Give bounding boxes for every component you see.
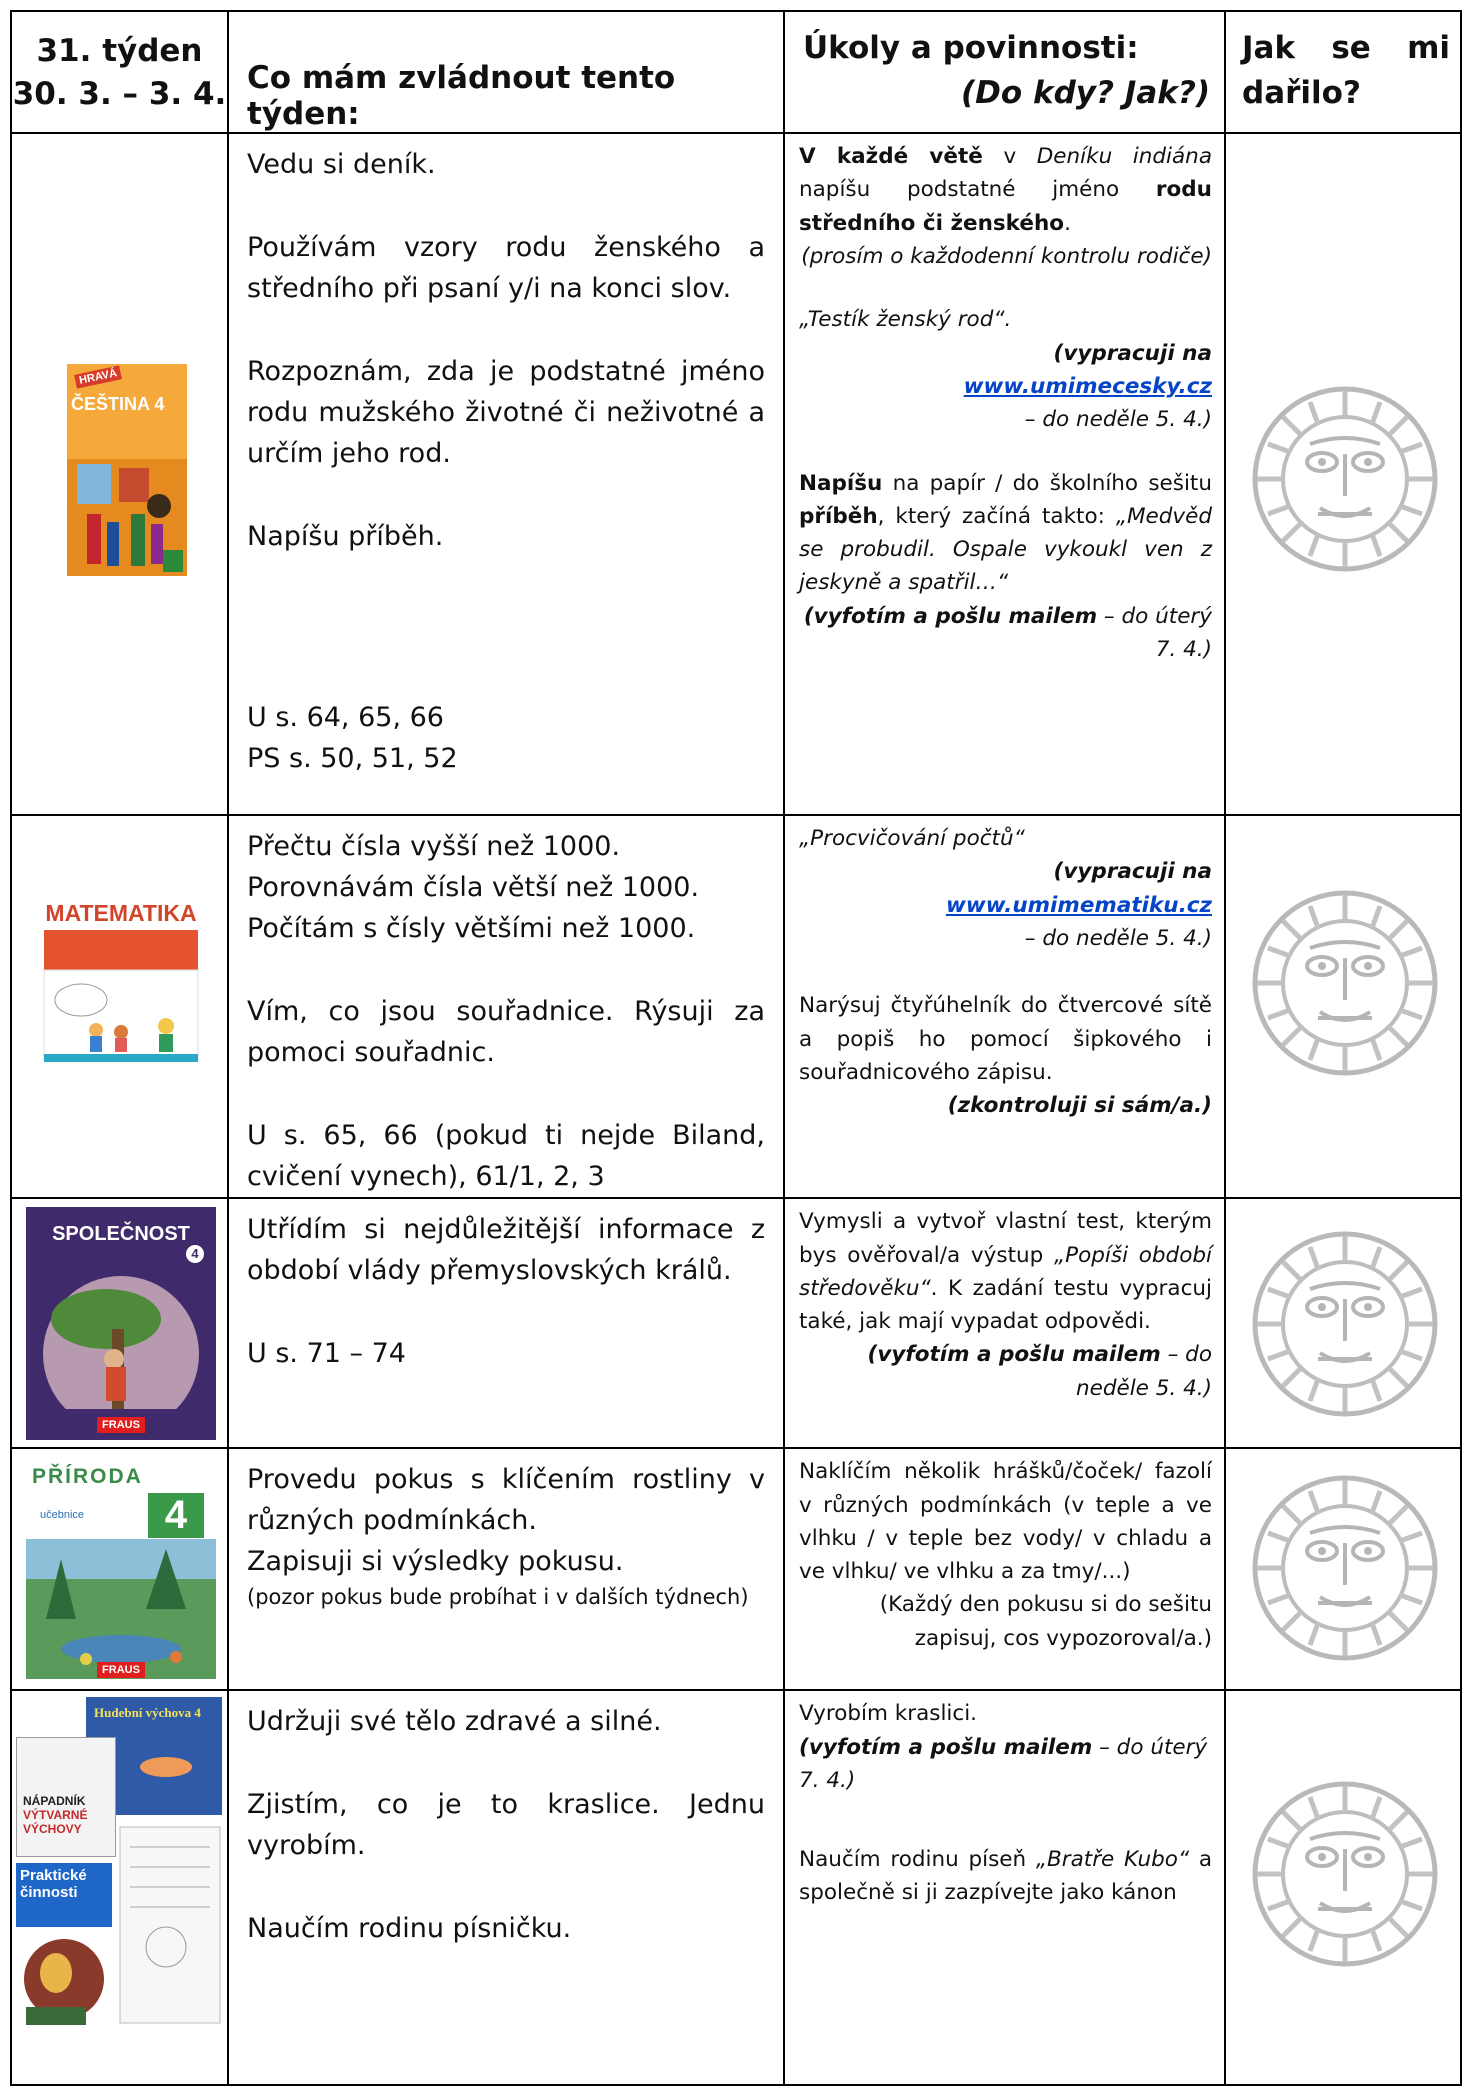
weekly-plan-table: [10, 10, 1462, 2086]
math-task-quadrilateral-check: (zkontroluji si sám/a.): [947, 1093, 1212, 1119]
czech-task-test: „Testík ženský rod“.: [799, 307, 1012, 333]
nature-book-publisher: FRAUS: [97, 1662, 145, 1678]
practical-book-title: Praktické činnosti: [16, 1863, 112, 1927]
nature-task-sprouting: Naklíčím několik hrášků/čoček/ fazolí v různých podmínkách (v teple a ve vlhku / v teple bez vody/ v chladu a ve vlhku/ ve vlhku a za tmy/...): [799, 1459, 1212, 1585]
umimecesky-link[interactable]: www.umimecesky.cz: [963, 373, 1212, 399]
subject-row-nature: [11, 1448, 1461, 1690]
evaluation-word: mi: [1407, 30, 1450, 66]
week-dates: 30. 3. – 3. 4.: [12, 75, 227, 112]
skills-column-title: Co mám zvládnout tento týden:: [247, 60, 676, 132]
arts-skill: Naučím rodinu písničku.: [247, 1913, 572, 1945]
math-skill: Porovnávám čísla větší než 1000.: [247, 872, 700, 904]
math-task-practice-deadline: – do neděle 5. 4.): [1024, 925, 1212, 951]
math-book-cover: [26, 900, 216, 1100]
umimematiku-link[interactable]: www.umimematiku.cz: [945, 892, 1212, 918]
week-label: 31. týden: [36, 33, 203, 69]
evaluation-title-line2: dařilo?: [1242, 74, 1361, 111]
subject-row-arts: [11, 1690, 1461, 2085]
sun-mask-icon: [1250, 888, 1440, 1078]
nature-tasks-cell: [784, 1448, 1225, 1690]
math-task-practice: „Procvičování počtů“: [799, 826, 1025, 851]
society-book-grade: 4: [186, 1245, 204, 1263]
czech-skill: Rozpoznám, zda je podstatné jméno rodu mužského životné či neživotné a určím jeho rod.: [247, 356, 765, 470]
society-book-publisher: FRAUS: [97, 1417, 145, 1433]
subject-row-society: [11, 1198, 1461, 1448]
czech-skills-cell: [228, 133, 784, 815]
nature-skill: Zapisuji si výsledky pokusu.: [247, 1546, 624, 1578]
evaluation-word: Jak: [1242, 30, 1296, 66]
society-task-deadline: (vyfotím a pošlu mailem – do neděle 5. 4.): [867, 1342, 1212, 1401]
czech-skill: Používám vzory rodu ženského a středního při psaní y/i na konci slov.: [247, 232, 765, 305]
music-book-title: Hudební výchova 4: [86, 1697, 222, 1815]
arts-skill: Udržuji své tělo zdravé a silné.: [247, 1706, 662, 1738]
sun-mask-icon: [1250, 384, 1440, 574]
arts-skills-cell: [228, 1690, 784, 2085]
society-cover-illustration-icon: [26, 1259, 216, 1439]
czech-task-test-deadline: – do neděle 5. 4.): [1024, 407, 1212, 433]
czech-book-badge: HRAVÁ: [74, 365, 122, 388]
evaluation-header-cell: [1225, 11, 1461, 133]
czech-book-cover: [67, 364, 187, 576]
arts-evaluation-cell[interactable]: [1225, 1690, 1461, 2085]
society-task-test: Vymysli a vytvoř vlastní test, kterým bys ověřoval/a výstup „Popíši období středověku“. K zadání testu vypracuj také, jak mají vypadat odpovědi.: [799, 1209, 1212, 1335]
czech-skill: Napíšu příběh.: [247, 521, 444, 553]
society-book-title: SPOLEČNOST: [52, 1223, 190, 1246]
sun-mask-icon: [1250, 1473, 1440, 1663]
art-book-subtitle: VÝTVARNÉ VÝCHOVY: [23, 1808, 88, 1837]
nature-book-title: PŘÍRODA: [32, 1465, 143, 1489]
sun-mask-icon: [1250, 1229, 1440, 1419]
society-tasks-cell: [784, 1198, 1225, 1448]
math-skill: Vím, co jsou souřadnice. Rýsuji za pomoci souřadnic.: [247, 996, 765, 1069]
tasks-header-cell: [784, 11, 1225, 133]
society-book-cover: [26, 1207, 216, 1440]
evaluation-word: se: [1331, 30, 1371, 66]
nature-skill: Provedu pokus s klíčením rostliny v různých podmínkách.: [247, 1464, 765, 1537]
tasks-column-title: Úkoly a povinnosti:: [803, 30, 1139, 66]
nature-skill-note: (pozor pokus bude probíhat i v dalších týdnech): [247, 1585, 749, 1610]
czech-book-title: ČEŠTINA 4: [71, 394, 165, 414]
sun-mask-icon: [1250, 1779, 1440, 1969]
czech-workbook-pages: PS s. 50, 51, 52: [247, 743, 458, 775]
week-header-cell: [11, 11, 228, 133]
czech-task-test-how: (vypracuji na: [1053, 340, 1212, 366]
nature-book-cover: [26, 1459, 216, 1681]
czech-task-diary: V každé větě v Deníku indiána napíšu podstatné jméno rodu středního či ženského.: [799, 144, 1212, 236]
arts-tasks-cell: [784, 1690, 1225, 2085]
nature-book-subtitle: učebnice: [40, 1509, 85, 1522]
czech-task-story-deadline: (vyfotím a pošlu mailem – do úterý 7. 4.): [803, 603, 1212, 663]
math-tasks-cell: [784, 815, 1225, 1198]
tasks-column-subtitle: (Do kdy? Jak?): [961, 74, 1210, 111]
czech-skill: Vedu si deník.: [247, 149, 436, 180]
nature-skills-cell: [228, 1448, 784, 1690]
czech-textbook-pages: U s. 64, 65, 66: [247, 702, 444, 734]
nature-evaluation-cell[interactable]: [1225, 1448, 1461, 1690]
math-skills-cell: [228, 815, 784, 1198]
czech-evaluation-cell[interactable]: [1225, 133, 1461, 815]
society-textbook-pages: U s. 71 – 74: [247, 1338, 406, 1370]
math-book-cell: [11, 815, 228, 1198]
arts-book-collage: [16, 1697, 224, 2027]
czech-tasks-cell: [784, 133, 1225, 815]
subject-row-czech: [11, 133, 1461, 815]
czech-book-cell: [11, 133, 228, 815]
math-skill: Počítám s čísly většími než 1000.: [247, 913, 696, 945]
math-skill: Přečtu čísla vyšší než 1000.: [247, 831, 621, 862]
society-skill: Utřídím si nejdůležitější informace z období vlády přemyslovských králů.: [247, 1214, 765, 1287]
nature-book-grade: 4: [148, 1493, 204, 1538]
math-book-title: MATEMATIKA: [45, 900, 197, 926]
math-evaluation-cell[interactable]: [1225, 815, 1461, 1198]
arts-skill: Zjistím, co je to kraslice. Jednu vyrobím.: [247, 1789, 765, 1862]
header-row: [11, 11, 1461, 133]
arts-task-easter-egg: Vyrobím kraslici.: [799, 1701, 978, 1727]
subject-row-math: [11, 815, 1461, 1198]
arts-task-easter-egg-deadline: (vyfotím a pošlu mailem – do úterý 7. 4.): [799, 1734, 1208, 1793]
nature-book-cell: [11, 1448, 228, 1690]
arts-book-cell: [11, 1690, 228, 2085]
math-textbook-pages: U s. 65, 66 (pokud ti nejde Biland, cvičení vynech), 61/1, 2, 3: [247, 1120, 765, 1193]
art-book-title: NÁPADNÍK: [23, 1794, 86, 1809]
math-task-practice-how: (vypracuji na: [1053, 859, 1212, 885]
nature-task-notes: (Každý den pokusu si do sešitu zapisuj, cos vypozoroval/a.): [879, 1592, 1212, 1651]
evaluation-title-line1: [1242, 26, 1450, 71]
arts-task-song: Naučím rodinu píseň „Bratře Kubo“ a společně si ji zazpívejte jako kánon: [799, 1847, 1212, 1906]
czech-task-story: Napíšu na papír / do školního sešitu příběh, který začíná takto: „Medvěd se probudil. Ospale vykoukl ven z jeskyně a spatřil…“: [799, 470, 1212, 596]
skills-header-cell: [228, 11, 784, 133]
math-cover-illustration-icon: [26, 930, 216, 1100]
czech-task-diary-note: (prosím o každodenní kontrolu rodiče): [801, 243, 1212, 269]
society-evaluation-cell[interactable]: [1225, 1198, 1461, 1448]
society-skills-cell: [228, 1198, 784, 1448]
society-book-cell: [11, 1198, 228, 1448]
math-task-quadrilateral: Narýsuj čtyřúhelník do čtvercové sítě a popiš ho pomocí šipkového i souřadnicového zápisu.: [799, 993, 1212, 1085]
